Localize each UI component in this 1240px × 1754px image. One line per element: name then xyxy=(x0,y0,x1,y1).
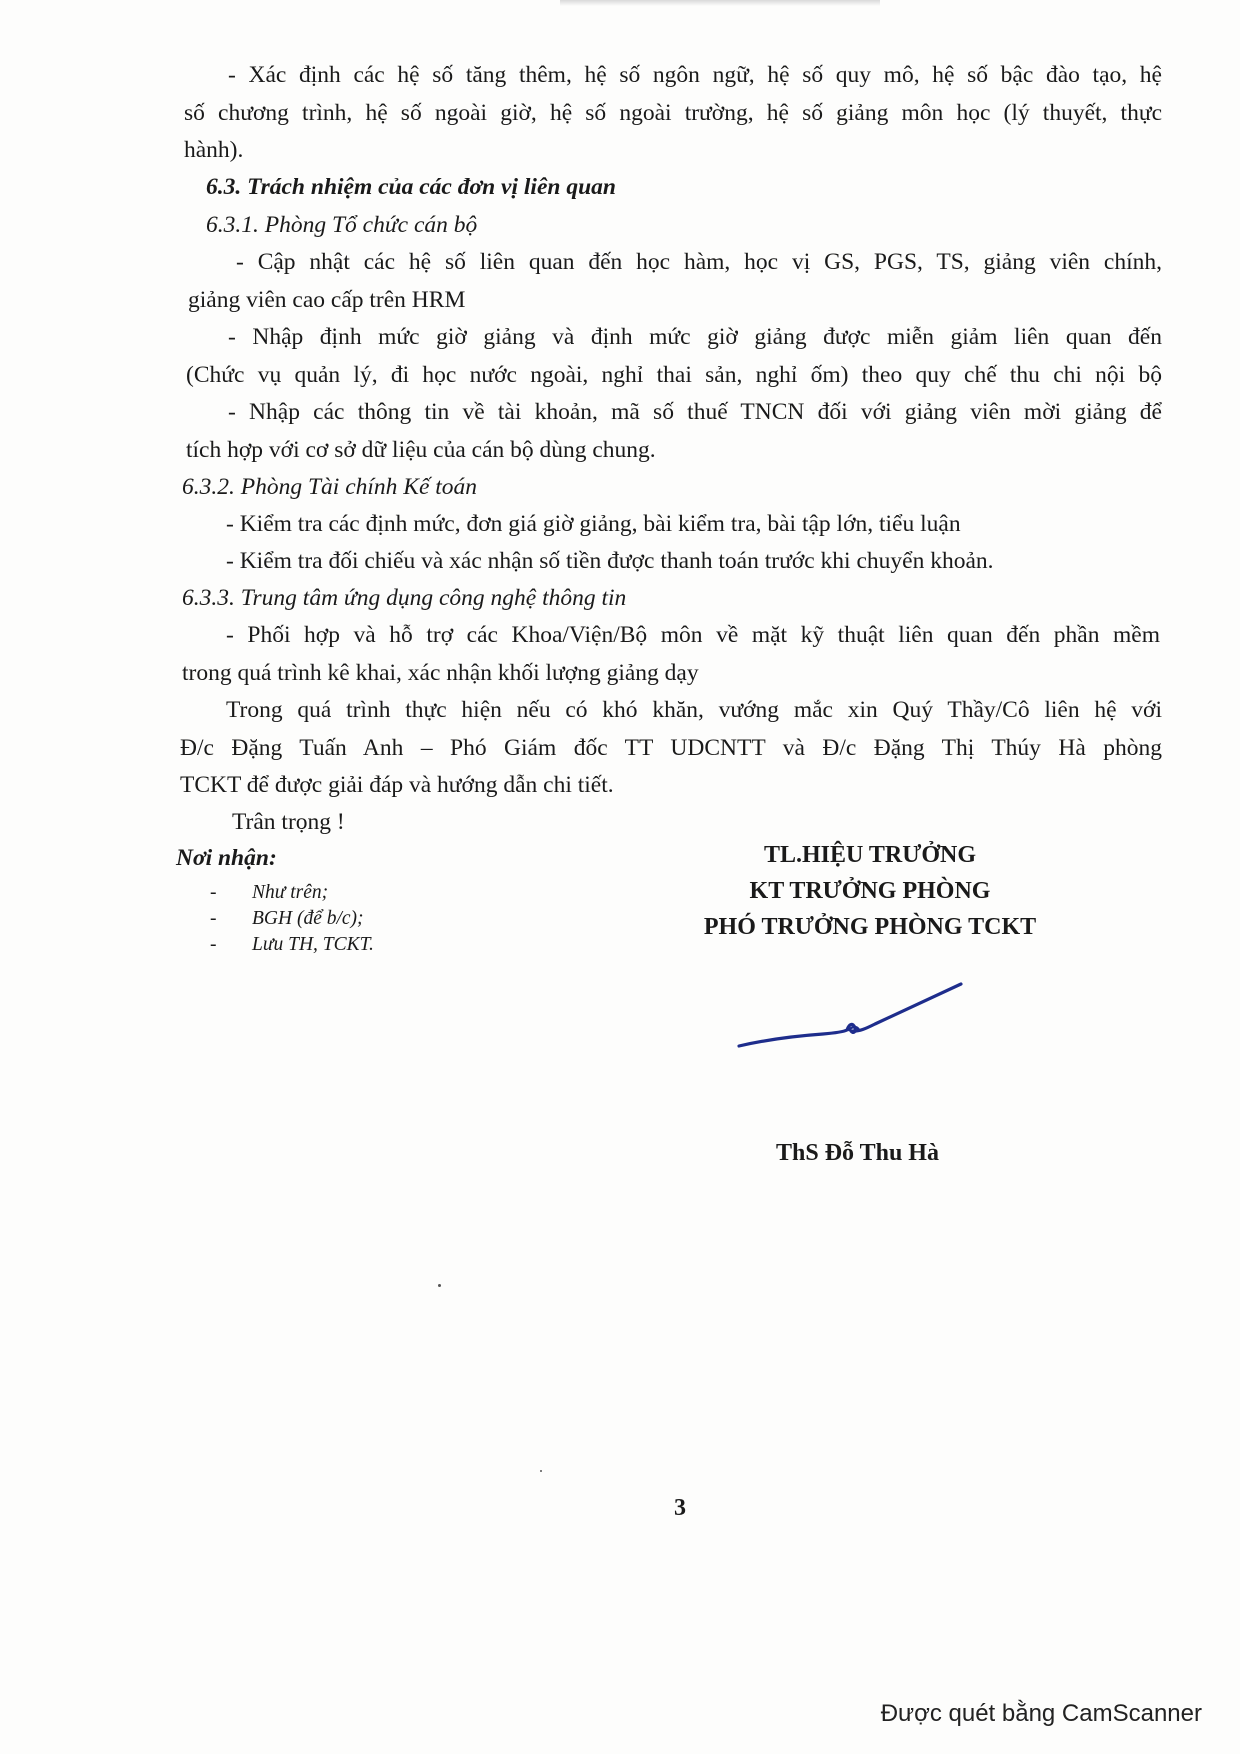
section-6-3-2-heading: 6.3.2. Phòng Tài chính Kế toán xyxy=(182,474,478,500)
p1-line3: hành). xyxy=(184,137,244,163)
recipients-heading: Nơi nhận: xyxy=(176,845,277,871)
p6-line: - Kiểm tra đối chiếu và xác nhận số tiền được thanh toán trước khi chuyển khoản. xyxy=(226,548,994,574)
p7-line2: trong quá trình kê khai, xác nhận khối lượng giảng dạy xyxy=(182,660,699,686)
p5-line: - Kiểm tra các định mức, đơn giá giờ giảng, bài kiểm tra, bài tập lớn, tiểu luận xyxy=(226,511,961,537)
recipient-bullet: - xyxy=(210,882,217,903)
recipient-text: Như trên; xyxy=(252,882,329,903)
p2-line1: - Cập nhật các hệ số liên quan đến học hàm, học vị GS, PGS, TS, giảng viên chính, xyxy=(236,249,1162,275)
p8-line3: TCKT để được giải đáp và hướng dẫn chi tiết. xyxy=(180,772,614,798)
recipient-text: Lưu TH, TCKT. xyxy=(252,934,374,955)
p2-line2: giảng viên cao cấp trên HRM xyxy=(188,287,466,313)
section-6-3-1-heading: 6.3.1. Phòng Tổ chức cán bộ xyxy=(206,212,478,238)
recipient-bullet: - xyxy=(210,934,217,955)
signature-title-line3: PHÓ TRƯỞNG PHÒNG TCKT xyxy=(703,914,1037,940)
page-number: 3 xyxy=(674,1495,686,1521)
p7-line1: - Phối hợp và hỗ trợ các Khoa/Viện/Bộ môn về mặt kỹ thuật liên quan đến phần mềm xyxy=(226,622,1160,648)
scan-edge-shadow xyxy=(560,0,880,6)
p1-line2: số chương trình, hệ số ngoài giờ, hệ số ngoài trường, hệ số giảng môn học (lý thuyết, thực xyxy=(184,100,1162,126)
p4-line1: - Nhập các thông tin về tài khoản, mã số thuế TNCN đối với giảng viên mời giảng để xyxy=(228,399,1162,425)
p1-line1: - Xác định các hệ số tăng thêm, hệ số ngôn ngữ, hệ số quy mô, hệ số bậc đào tạo, hệ xyxy=(228,62,1162,88)
section-6-3-3-heading: 6.3.3. Trung tâm ứng dụng công nghệ thông tin xyxy=(182,585,627,611)
p3-line1: - Nhập định mức giờ giảng và định mức giờ giảng được miễn giảm liên quan đến xyxy=(228,324,1162,350)
handwritten-signature xyxy=(735,980,975,1060)
section-6-3-heading: 6.3. Trách nhiệm của các đơn vị liên quan xyxy=(206,174,616,200)
p8-line1: Trong quá trình thực hiện nếu có khó khăn, vướng mắc xin Quý Thầy/Cô liên hệ với xyxy=(226,697,1162,723)
recipient-text: BGH (để b/c); xyxy=(252,908,364,929)
signer-name: ThS Đỗ Thu Hà xyxy=(776,1140,939,1166)
closing-line: Trân trọng ! xyxy=(232,809,345,835)
signature-title-line1: TL.HIỆU TRƯỞNG xyxy=(763,842,977,868)
camscanner-watermark: Được quét bằng CamScanner xyxy=(880,1700,1202,1727)
p8-line2: Đ/c Đặng Tuấn Anh – Phó Giám đốc TT UDCNTT và Đ/c Đặng Thị Thúy Hà phòng xyxy=(180,735,1162,761)
scan-speck xyxy=(438,1284,441,1287)
scan-speck xyxy=(540,1470,542,1472)
p4-line2: tích hợp với cơ sở dữ liệu của cán bộ dùng chung. xyxy=(186,437,656,463)
recipient-bullet: - xyxy=(210,908,217,929)
p3-line2: (Chức vụ quản lý, đi học nước ngoài, nghỉ thai sản, nghỉ ốm) theo quy chế thu chi nội bộ xyxy=(186,362,1162,388)
signature-title-line2: KT TRƯỞNG PHÒNG xyxy=(749,878,991,904)
